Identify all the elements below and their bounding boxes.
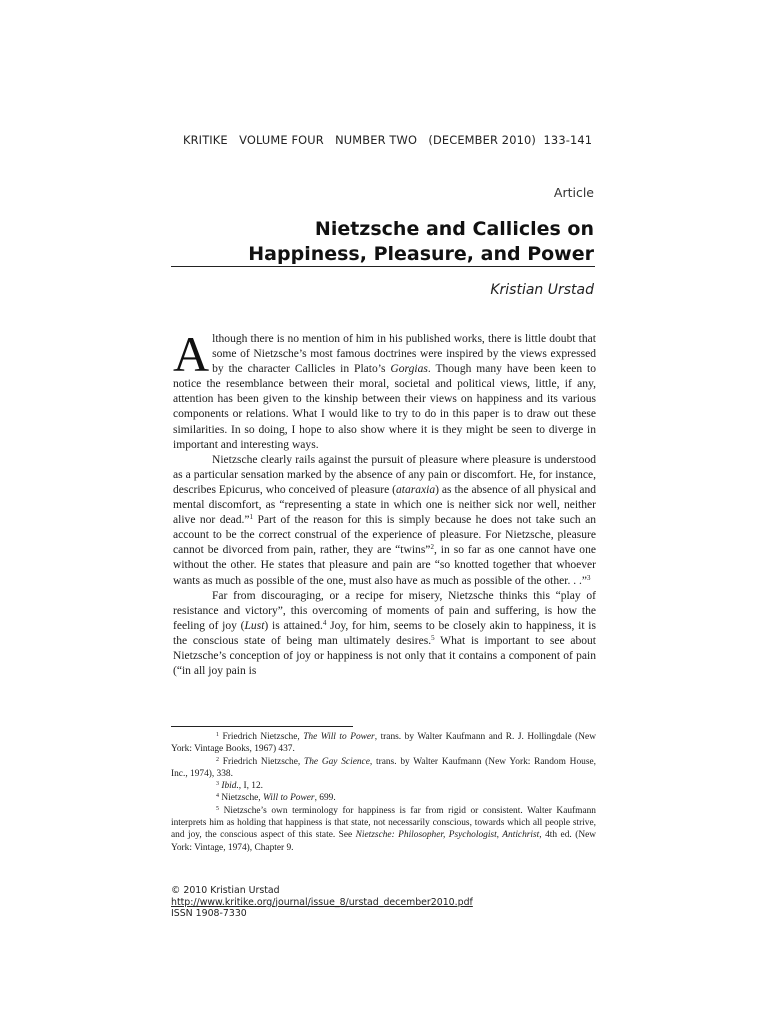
copyright-block	[171, 885, 473, 920]
footnote-ref-1[interactable]: 1	[249, 513, 254, 522]
article-type-label: Article	[553, 185, 594, 200]
footnote-2: $^2$ Friedrich Nietzsche, The Gay Science, trans. by Walter Kaufmann (New York: Random House, Inc., 1974), 338.	[171, 756, 596, 779]
footnotes	[171, 731, 596, 854]
footnote-ref-2[interactable]: 2	[430, 543, 434, 552]
footnote-3: $^3$ Ibid., I, 12.	[216, 781, 264, 792]
footnote-4: $^4$ Nietzsche, Will to Power, 699.	[216, 793, 336, 804]
article-url-link[interactable]: http://www.kritike.org/journal/issue_8/urstad_december2010.pdf	[171, 896, 473, 908]
footnote-1: $^1$ Friedrich Nietzsche, The Will to Power, trans. by Walter Kaufmann and R. J. Hollingdale (New York: Vintage Books, 1967) 437.	[171, 732, 596, 755]
title-divider	[171, 266, 595, 267]
footnote-ref-4[interactable]: 4	[322, 618, 327, 627]
drop-cap: A	[173, 326, 210, 382]
footnote-ref-5[interactable]: 5	[431, 633, 435, 642]
footnote-divider	[171, 726, 353, 727]
title-line-1: Nietzsche and Callicles on	[314, 218, 594, 240]
paragraph-1: Although there is no mention of him in his published works, there is little doubt that some of Nietzsche’s most famous doctrines were inspired by the views expressed by the character Callicles in Plato’s Gorgias. Though many have been keen to notice the resemblance between their moral, societal and political views, little, if any, attention has been given to the kinship between their views on happiness and its various components or relations. What I would like to try to do in this paper is to draw out these similarities. In so doing, I hope to also show where it is they might be seen to diverge in important and interesting ways.	[173, 326, 596, 451]
issn-line: ISSN 1908-7330	[171, 908, 247, 920]
footnote-ref-3[interactable]: 3	[587, 573, 591, 582]
article-body	[173, 326, 597, 679]
copyright-line: © 2010 Kristian Urstad	[171, 885, 280, 896]
article-title	[248, 217, 594, 267]
paragraph-3: Far from discouraging, or a recipe for misery, Nietzsche thinks this “play of resistance and victory”, this overcoming of moments of pain and suffering, is how the feeling of joy (Lust) is attained.$^4$ Joy, for him, seems to be closely akin to happiness, it is the conscious state of being man ultimately desires.$^5$ What is important to see about Nietzsche’s conception of joy or happiness is not only that it contains a component of pain (“in all joy pain is	[173, 589, 597, 678]
title-line-2: Happiness, Pleasure, and Power	[248, 243, 594, 265]
paragraph-2: Nietzsche clearly rails against the pursuit of pleasure where pleasure is understood as a particular sensation marked by the absence of any pain or discomfort. He, for instance, describes Epicurus, who conceived of pleasure (ataraxia) as the absence of all physical and mental discomfort, as “representing a state in which one is neither sick nor well, neither alive nor dead.”$^1$ Part of the reason for this is simply because he does not take such an account to be the correct construal of the experience of pleasure. For Nietzsche, pleasure cannot be divorced from pain, rather, they are “twins”$^2$, in so far as one cannot have one without the other. He states that pleasure and pain are “so knotted together that whoever wants as much as possible of the one, must also have as much as possible of the other. . .”$^3$	[173, 453, 596, 587]
author-name: Kristian Urstad	[490, 282, 594, 298]
running-head: KRITIKE VOLUME FOUR NUMBER TWO (DECEMBER 2010) 133-141	[183, 133, 593, 147]
footnote-5: $^5$ Nietzsche’s own terminology for happiness is far from rigid or consistent. Walter Kaufmann interprets him as holding that happiness is that state, not necessarily conscious, towards which all people strive, and joy, the conscious aspect of this state. See Nietzsche: Philosopher, Psychologist, Antichrist, 4th ed. (New York: Vintage, 1974), Chapter 9.	[171, 805, 597, 853]
